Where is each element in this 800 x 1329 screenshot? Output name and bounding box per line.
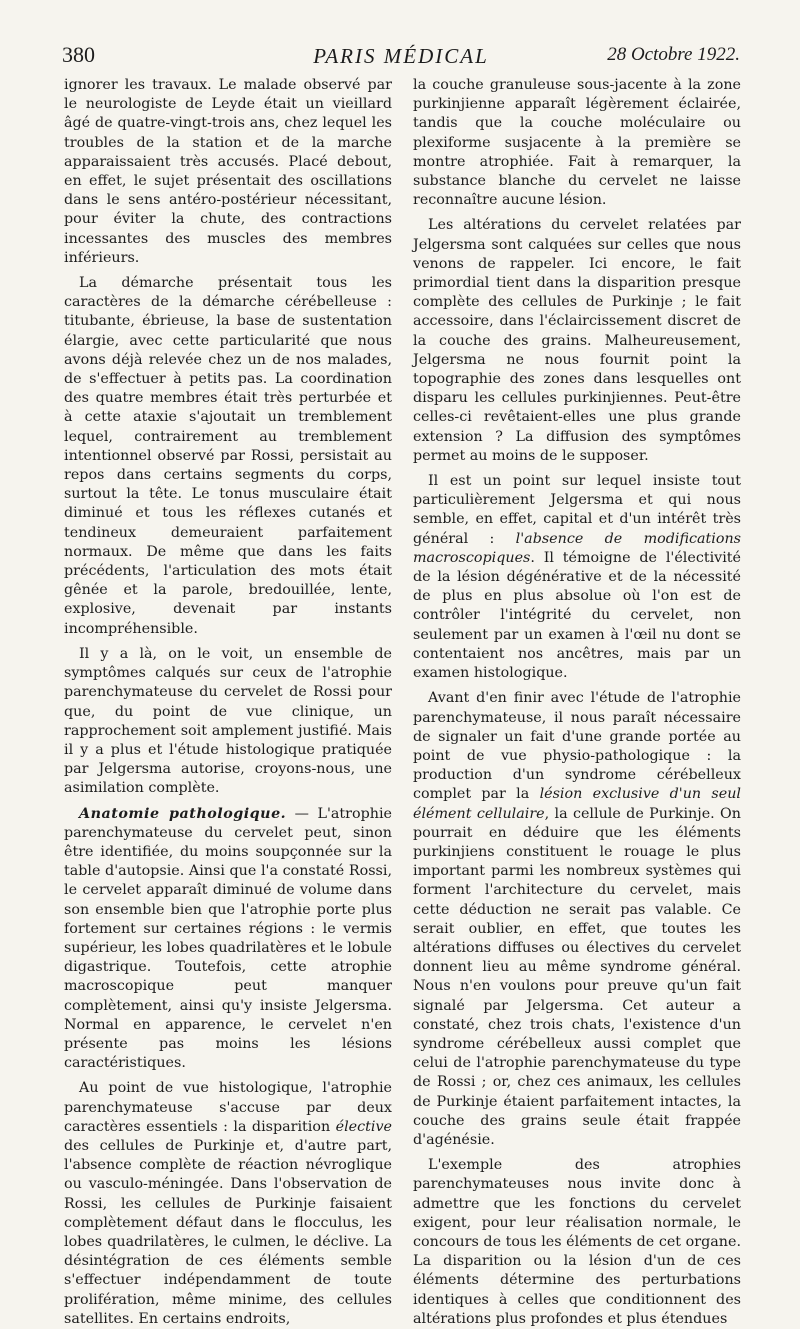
left-column (64, 76, 392, 1329)
paragraph: ignorer les travaux. Le malade observé par le neurologiste de Leyde était un vieillard âgé de quatre-vingt-trois ans, chez lequel les troubles de la station et de la marche apparaissaient très accusés. Placé debout, en effet, le sujet présentait des oscillations dans le sens antéro-postérieur nécessitant, pour éviter la chute, des contractions incessantes des muscles des membres inférieurs. (64, 77, 392, 266)
paragraph: La démarche présentait tous les caractères de la démarche cérébelleuse : titubante, ébrieuse, la base de sustentation élargie, avec cette particularité que nous avons déjà relevée chez un de nos malades, de s'effectuer à petits pas. La coordination des quatre membres était très perturbée et à cette ataxie s'ajoutait un tremblement lequel, contrairement au tremblement intentionnel observé par Rossi, persistait au repos dans certains segments du corps, surtout la tête. Le tonus musculaire était diminué et tous les réflexes cutanés et tendineux demeuraient parfaitement normaux. De même que dans les faits précédents, l'articulation des mots était gênée et la parole, bredouillée, lente, explosive, devenait par instants incompréhensible. (64, 275, 392, 637)
section-heading: Anatomie pathologique. (79, 805, 287, 822)
paragraph-text: , la cellule de Purkinje. On pourrait en déduire que les éléments purkinjiens constituent le rouage le plus important parmi les nombreux systèmes qui forment l'architecture du cervelet, mais cette déduction ne serait pas valable. Ce serait oublier, en effet, que toutes les altérations diffuses ou électives du cervelet donnent lieu au même syndrome général. Nous n'en voulons pour preuve qu'un fait signalé par Jelgersma. Cet auteur a constaté, chez trois chats, l'existence d'un syndrome cérébelleux aussi complet que celui de l'atrophie parenchymateuse du type de Rossi ; or, chez ces animaux, les cellules de Purkinje étaient parfaitement intactes, la couche des grains seule était frappée d'agénésie. (413, 805, 741, 1148)
paragraph: la couche granuleuse sous-jacente à la zone purkinjienne apparaît légèrement éclairée, tandis que la couche moléculaire ou plexiforme susjacente à la première se montre atrophiée. Fait à remarquer, la substance blanche du cervelet ne laisse reconnaître aucune lésion. (413, 77, 741, 209)
right-column (413, 76, 741, 1329)
paragraph-text: — L'atrophie parenchymateuse du cervelet peut, sinon être identifiée, du moins soupçonnée sur la table d'autopsie. Ainsi que l'a constaté Rossi, le cervelet apparaît diminué de volume dans son ensemble bien que l'atrophie porte plus fortement sur certaines régions : le vermis supérieur, les lobes quadrilatères et le lobule digastrique. Toutefois, cette atrophie macroscopique peut manquer complètement, ainsi qu'y insiste Jelgersma. Normal en apparence, le cervelet n'en présente pas moins les lésions caractéristiques. (64, 805, 392, 1072)
issue-date: 28 Octobre 1922. (607, 44, 740, 65)
journal-title: PARIS MÉDICAL (313, 44, 489, 68)
paragraph: L'exemple des atrophies parenchymateuses nous invite donc à admettre que les fonctions du cervelet exigent, pour leur réalisation normale, le concours de tous les éléments de cet organe. La disparition ou la lésion d'un de ces éléments détermine des perturbations identiques à celles que conditionnent des altérations plus profondes et plus étendues (413, 1157, 741, 1327)
running-header (62, 42, 740, 72)
paragraph-text: Il est un point sur lequel insiste tout particulièrement Jelgersma et qui nous semble, en effet, capital et d'un intérêt très général : (413, 473, 741, 547)
paragraph-text: Au point de vue histologique, l'atrophie parenchymateuse s'accuse par deux caractères essentiels : la disparition (64, 1080, 392, 1135)
paragraph-text: des cellules de Purkinje et, d'autre part, l'absence complète de réaction névroglique ou vasculo-méningée. Dans l'observation de Rossi, les cellules de Purkinje faisaient complètement défaut dans le flocculus, les lobes quadrilatères, le culmen, le déclive. La désintégration de ces éléments semble s'effectuer indépendamment de toute prolifération, même minime, des cellules satellites. En certains endroits, (64, 1137, 392, 1327)
paragraph (413, 472, 741, 683)
paragraph (64, 805, 392, 1074)
paragraph-text: Avant d'en finir avec l'étude de l'atrophie parenchymateuse, il nous paraît nécessaire de signaler un fait d'une grande portée au point de vue physio-pathologique : la production d'un syndrome cérébelleux complet par la (413, 690, 741, 803)
page-number: 380 (62, 42, 95, 67)
emphasis: l'absence de modifications macroscopiques (413, 530, 741, 566)
emphasis: élective (335, 1118, 392, 1135)
paragraph: Il y a là, on le voit, un ensemble de symptômes calqués sur ceux de l'atrophie parenchymateuse du cervelet de Rossi pour que, du point de vue clinique, un rapprochement soit amplement justifié. Mais il y a plus et l'étude histologique pratiquée par Jelgersma autorise, croyons-nous, une asimilation complète. (64, 645, 392, 797)
paragraph (64, 1079, 392, 1329)
paragraph (413, 689, 741, 1150)
paragraph: Les altérations du cervelet relatées par Jelgersma sont calquées sur celles que nous venons de rappeler. Ici encore, le fait primordial tient dans la disparition presque complète des cellules de Purkinje ; le fait accessoire, dans l'éclaircissement discret de la couche des grains. Malheureusement, Jelgersma ne nous fournit point la topographie des zones dans lesquelles ont disparu les cellules purkinjiennes. Peut-être celles-ci revêtaient-elles une plus grande extension ? La diffusion des symptômes permet au moins de le supposer. (413, 217, 741, 464)
paragraph-text: . Il témoigne de l'électivité de la lésion dégénérative et de la nécessité de plus en plus absolue où l'on est de contrôler l'intégrité du cervelet, non seulement par un examen à l'œil nu dont se contentaient nos ancêtres, mais par un examen histologique. (413, 549, 741, 682)
emphasis: lésion exclusive d'un seul élément cellulaire (413, 786, 741, 822)
